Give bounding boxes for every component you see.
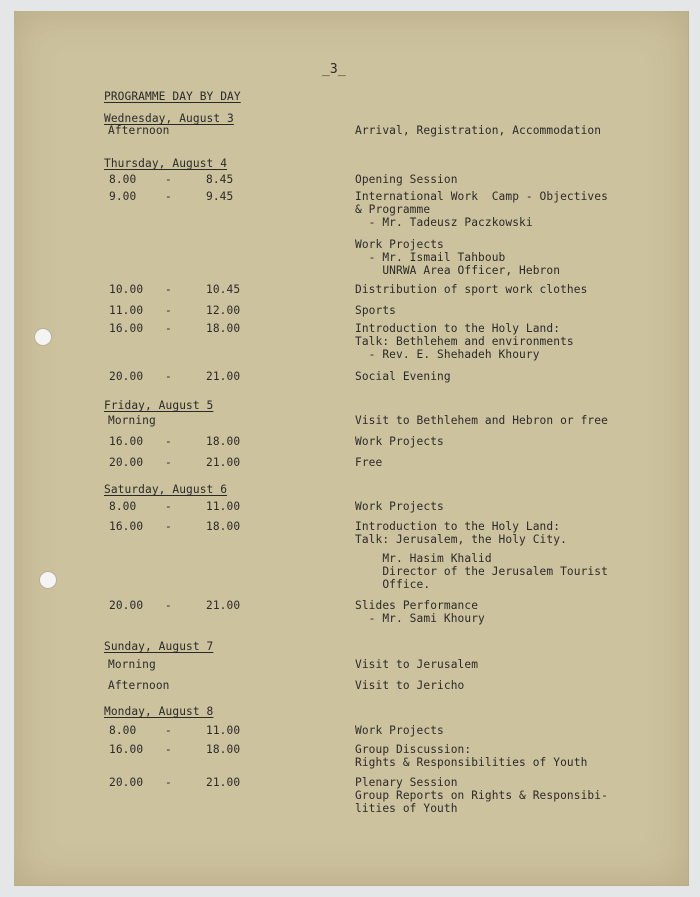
activity-line: Introduction to the Holy Land: <box>355 520 561 533</box>
activity-line: - Mr. Sami Khoury <box>355 612 485 625</box>
punch-hole <box>39 571 57 589</box>
time-dash: - <box>165 190 172 203</box>
punch-hole <box>34 328 52 346</box>
end-time: 18.00 <box>206 435 241 448</box>
activity-line: Work Projects <box>355 724 444 737</box>
activity-line: - Rev. E. Shehadeh Khoury <box>355 348 540 361</box>
activity-line: Director of the Jerusalem Tourist <box>355 565 608 578</box>
time-dash: - <box>165 173 172 186</box>
end-time: 12.00 <box>206 304 241 317</box>
end-time: 21.00 <box>206 456 241 469</box>
time-dash: - <box>165 743 172 756</box>
start-time: 20.00 <box>109 776 144 789</box>
end-time: 21.00 <box>206 776 241 789</box>
end-time: 11.00 <box>206 724 241 737</box>
period-label: Morning <box>108 658 156 671</box>
activity-line: Arrival, Registration, Accommodation <box>355 124 602 137</box>
time-dash: - <box>165 599 172 612</box>
end-time: 18.00 <box>206 743 241 756</box>
end-time: 11.00 <box>206 500 241 513</box>
time-dash: - <box>165 456 172 469</box>
time-dash: - <box>165 776 172 789</box>
activity-line: Office. <box>355 578 431 591</box>
start-time: 16.00 <box>109 520 144 533</box>
time-dash: - <box>165 304 172 317</box>
end-time: 10.45 <box>206 283 241 296</box>
time-dash: - <box>165 283 172 296</box>
activity-line: Free <box>355 456 383 469</box>
time-dash: - <box>165 520 172 533</box>
activity-line: & Programme <box>355 203 431 216</box>
start-time: 9.00 <box>109 190 137 203</box>
activity-line: Group Discussion: <box>355 743 472 756</box>
start-time: 8.00 <box>109 173 137 186</box>
period-label: Morning <box>108 414 156 427</box>
activity-line: Visit to Jerusalem <box>355 658 479 671</box>
day-heading: Thursday, August 4 <box>104 157 228 170</box>
start-time: 20.00 <box>109 456 144 469</box>
day-heading: Sunday, August 7 <box>104 640 214 653</box>
time-dash: - <box>165 500 172 513</box>
time-dash: - <box>165 322 172 335</box>
activity-line: Plenary Session <box>355 776 458 789</box>
activity-line: Talk: Jerusalem, the Holy City. <box>355 533 567 546</box>
activity-line: Social Evening <box>355 370 451 383</box>
start-time: 10.00 <box>109 283 144 296</box>
activity-line: Mr. Hasim Khalid <box>355 552 492 565</box>
end-time: 18.00 <box>206 322 241 335</box>
start-time: 8.00 <box>109 500 137 513</box>
start-time: 8.00 <box>109 724 137 737</box>
activity-line: UNRWA Area Officer, Hebron <box>355 264 561 277</box>
day-heading: Saturday, August 6 <box>104 483 228 496</box>
end-time: 18.00 <box>206 520 241 533</box>
activity-line: Work Projects <box>355 238 444 251</box>
start-time: 11.00 <box>109 304 144 317</box>
start-time: 16.00 <box>109 435 144 448</box>
activity-line: Work Projects <box>355 500 444 513</box>
end-time: 9.45 <box>206 190 234 203</box>
activity-line: Distribution of sport work clothes <box>355 283 588 296</box>
activity-line: Opening Session <box>355 173 458 186</box>
activity-line: - Mr. Tadeusz Paczkowski <box>355 216 533 229</box>
activity-line: Group Reports on Rights & Responsibi- <box>355 789 608 802</box>
activity-line: Talk: Bethlehem and environments <box>355 335 574 348</box>
programme-heading: PROGRAMME DAY BY DAY <box>104 90 241 103</box>
activity-line: Slides Performance <box>355 599 479 612</box>
activity-line: Sports <box>355 304 397 317</box>
time-dash: - <box>165 724 172 737</box>
start-time: 16.00 <box>109 743 144 756</box>
period-label: Afternoon <box>108 124 170 137</box>
end-time: 8.45 <box>206 173 234 186</box>
activity-line: Visit to Bethlehem and Hebron or free <box>355 414 608 427</box>
end-time: 21.00 <box>206 599 241 612</box>
period-label: Afternoon <box>108 679 170 692</box>
time-dash: - <box>165 370 172 383</box>
activity-line: International Work Camp - Objectives <box>355 190 608 203</box>
time-dash: - <box>165 435 172 448</box>
day-heading: Friday, August 5 <box>104 399 214 412</box>
activity-line: lities of Youth <box>355 802 458 815</box>
activity-line: Work Projects <box>355 435 444 448</box>
page-number: _3_ <box>322 62 346 77</box>
end-time: 21.00 <box>206 370 241 383</box>
start-time: 16.00 <box>109 322 144 335</box>
day-heading: Monday, August 8 <box>104 705 214 718</box>
activity-line: - Mr. Ismail Tahboub <box>355 251 506 264</box>
activity-line: Introduction to the Holy Land: <box>355 322 561 335</box>
day-heading: Wednesday, August 3 <box>104 112 234 125</box>
start-time: 20.00 <box>109 370 144 383</box>
start-time: 20.00 <box>109 599 144 612</box>
activity-line: Rights & Responsibilities of Youth <box>355 756 588 769</box>
activity-line: Visit to Jericho <box>355 679 465 692</box>
